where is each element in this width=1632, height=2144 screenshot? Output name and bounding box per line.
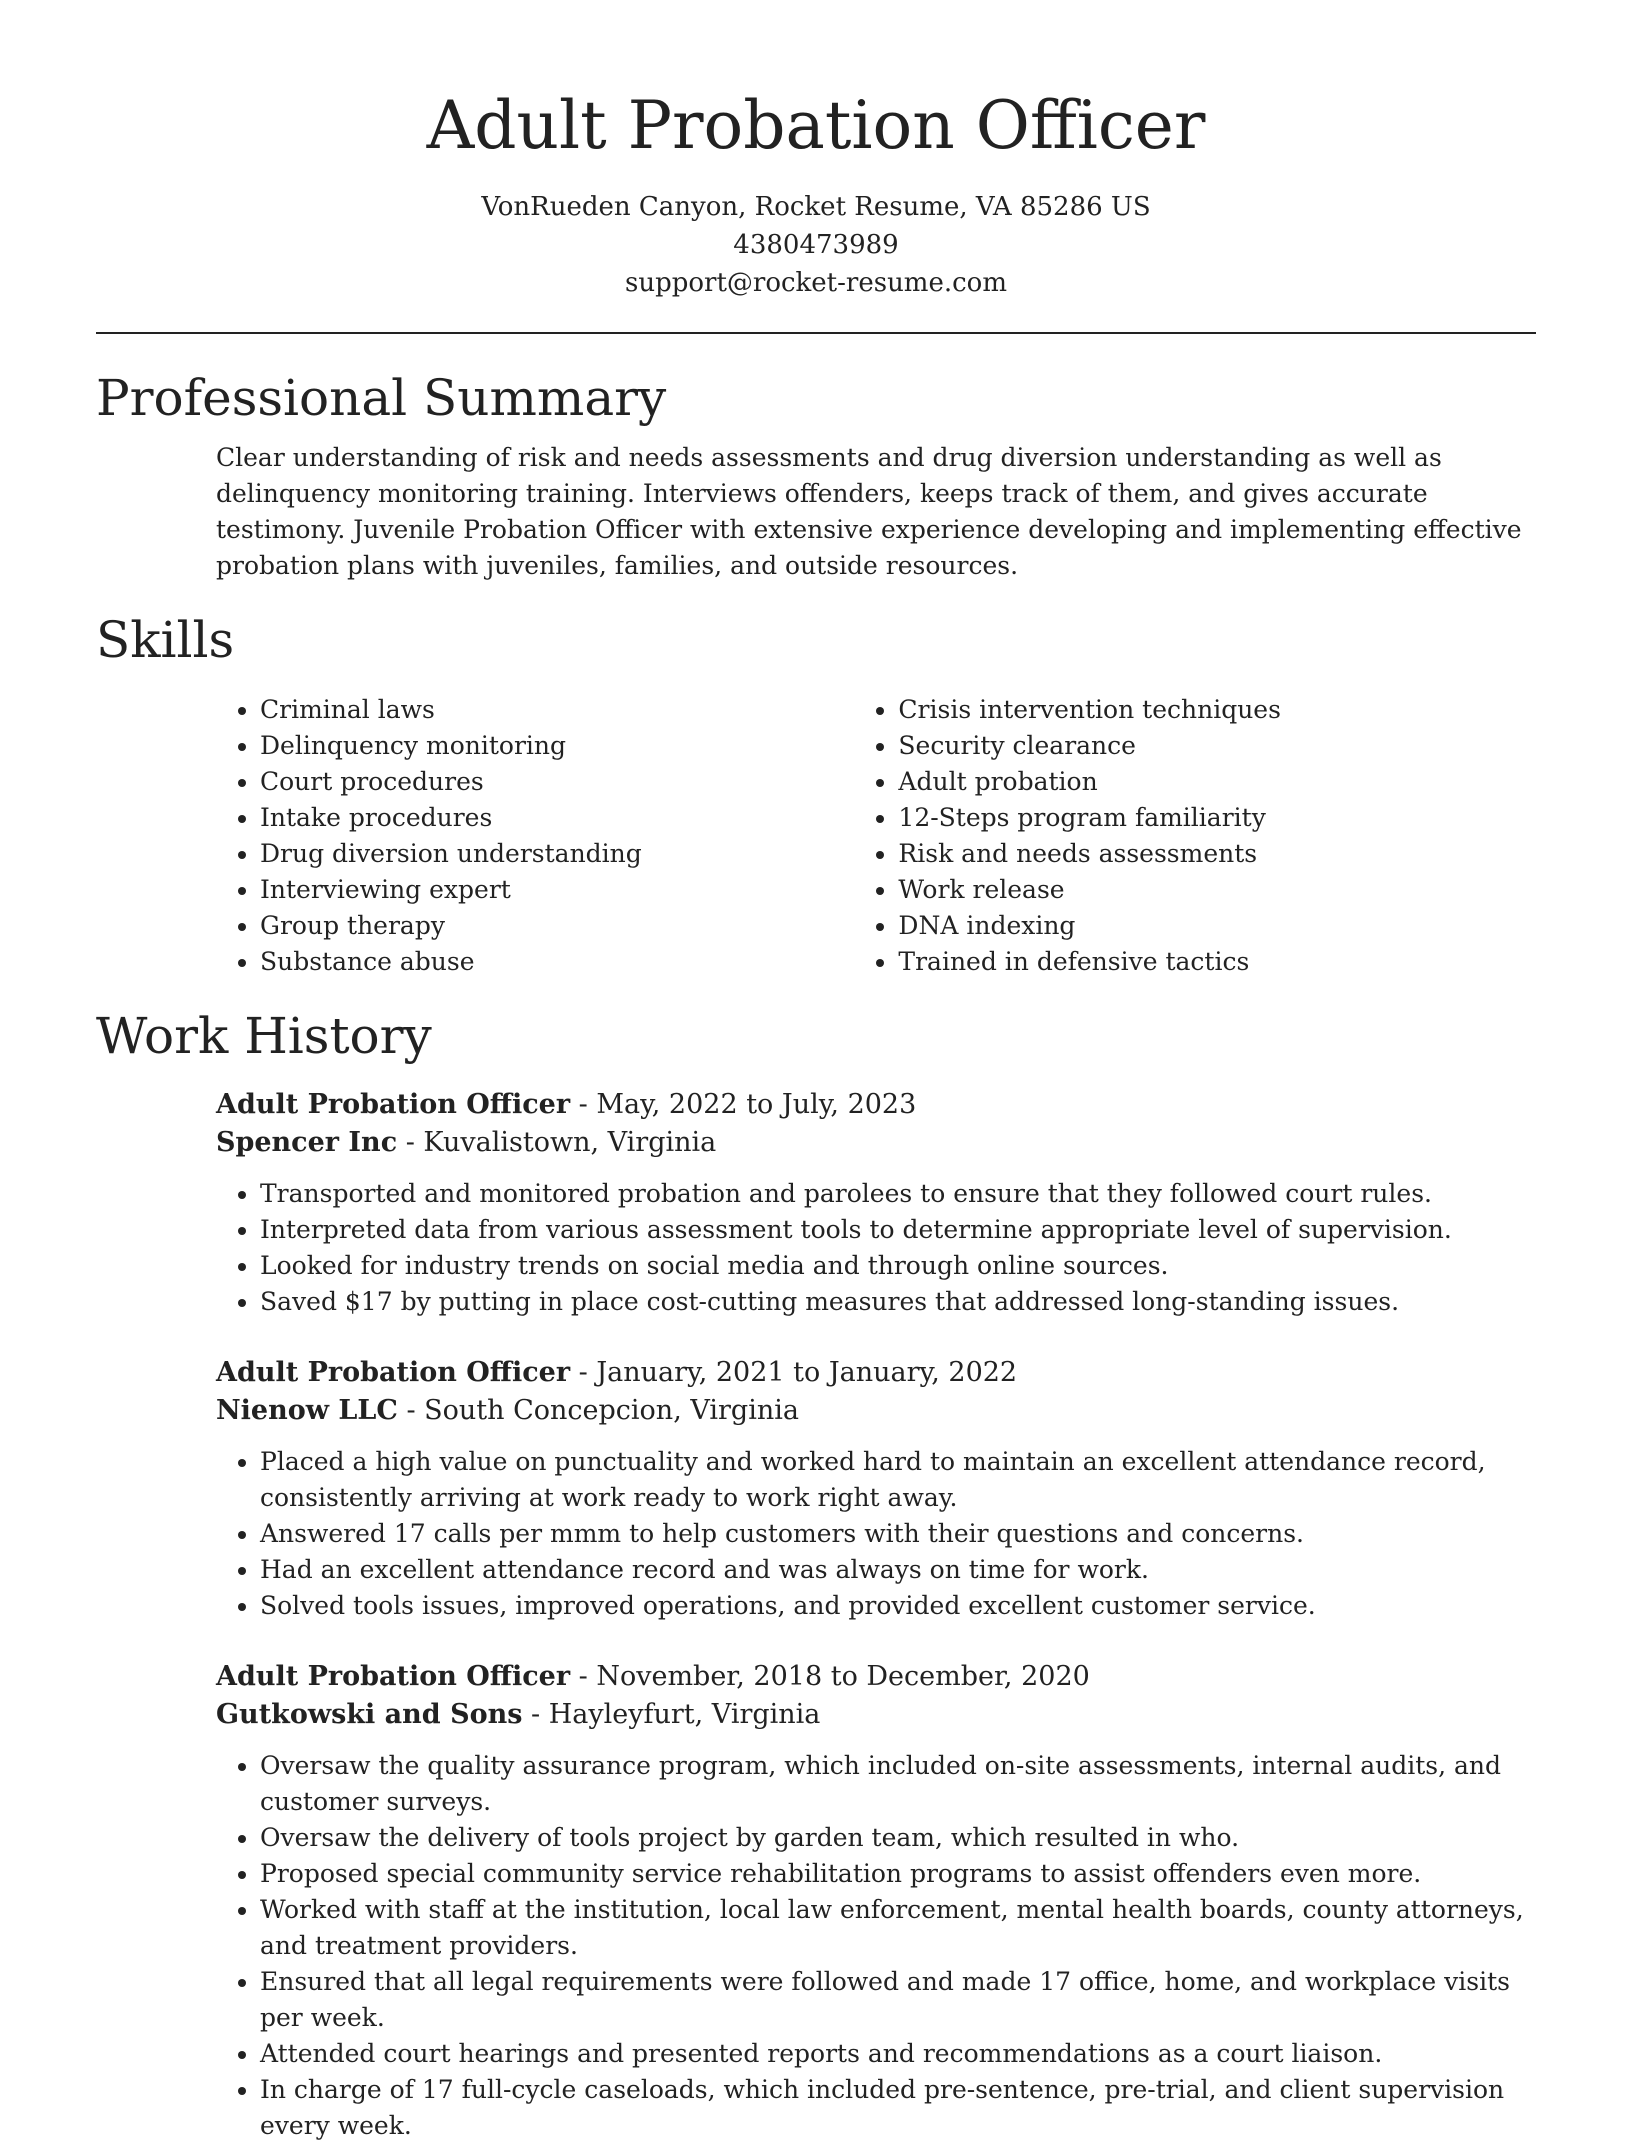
skill-item: • Crisis intervention techniques bbox=[898, 692, 1536, 728]
skill-item: • Trained in defensive tactics bbox=[898, 944, 1536, 980]
job-location: - Hayleyfurt, Virginia bbox=[522, 1699, 821, 1730]
job-bullet: • Saved $17 by putting in place cost-cutting measures that addressed long-standing issues. bbox=[260, 1284, 1536, 1320]
skills-column-1 bbox=[216, 692, 854, 980]
skills-column-2 bbox=[854, 692, 1536, 980]
job-company: Spencer Inc bbox=[216, 1127, 398, 1158]
skill-item: • Adult probation bbox=[898, 764, 1536, 800]
skill-item: • 12-Steps program familiarity bbox=[898, 800, 1536, 836]
job-bullet: • Worked with staff at the institution, local law enforcement, mental health boards, county attorneys, and treatment providers. bbox=[260, 1892, 1536, 1964]
skill-item: • Interviewing expert bbox=[260, 872, 854, 908]
skill-item: • Risk and needs assessments bbox=[898, 836, 1536, 872]
job-role: Adult Probation Officer bbox=[216, 1357, 571, 1388]
skill-item: • Drug diversion understanding bbox=[260, 836, 854, 872]
skill-item: • Substance abuse bbox=[260, 944, 854, 980]
job-bullets bbox=[216, 1176, 1536, 1320]
job-location: - Kuvalistown, Virginia bbox=[397, 1127, 717, 1158]
candidate-name: Adult Probation Officer bbox=[426, 87, 1206, 164]
contact-email: support@rocket-resume.com bbox=[624, 268, 1007, 298]
job-bullet: • Oversaw the delivery of tools project by garden team, which resulted in who. bbox=[260, 1820, 1536, 1856]
job-bullet: • Looked for industry trends on social media and through online sources. bbox=[260, 1248, 1536, 1284]
skill-item: • Security clearance bbox=[898, 728, 1536, 764]
skill-item: • Delinquency monitoring bbox=[260, 728, 854, 764]
job-title-line bbox=[216, 1658, 1536, 1696]
job-bullet: • Attended court hearings and presented reports and recommendations as a court liaison. bbox=[260, 2036, 1536, 2072]
job-dates: - November, 2018 to December, 2020 bbox=[570, 1661, 1090, 1692]
contact-address: VonRueden Canyon, Rocket Resume, VA 85286 US bbox=[481, 192, 1151, 222]
job-company-line bbox=[216, 1696, 1536, 1734]
job-bullet: • Answered 17 calls per mmm to help customers with their questions and concerns. bbox=[260, 1516, 1536, 1552]
skills-list bbox=[216, 692, 1536, 980]
summary-heading: Professional Summary bbox=[96, 369, 667, 427]
job-bullet: • In charge of 17 full-cycle caseloads, which included pre-sentence, pre-trial, and client supervision every week. bbox=[260, 2072, 1536, 2144]
work-history-heading: Work History bbox=[96, 1007, 432, 1065]
job-location: - South Concepcion, Virginia bbox=[397, 1395, 799, 1426]
job-company-line bbox=[216, 1392, 1536, 1430]
skill-item: • Court procedures bbox=[260, 764, 854, 800]
job-entry bbox=[216, 1354, 1536, 1624]
skills-heading: Skills bbox=[96, 611, 235, 669]
job-bullet: • Ensured that all legal requirements were followed and made 17 office, home, and workplace visits per week. bbox=[260, 1964, 1536, 2036]
job-bullets bbox=[216, 1748, 1536, 2144]
skill-item: • Group therapy bbox=[260, 908, 854, 944]
contact-phone: 4380473989 bbox=[733, 230, 899, 260]
job-bullet: • Proposed special community service rehabilitation programs to assist offenders even more. bbox=[260, 1856, 1536, 1892]
job-role: Adult Probation Officer bbox=[216, 1089, 571, 1120]
job-company: Gutkowski and Sons bbox=[216, 1699, 523, 1730]
job-bullet: • Placed a high value on punctuality and worked hard to maintain an excellent attendance record, consistently arriving at work ready to work right away. bbox=[260, 1444, 1536, 1516]
job-dates: - January, 2021 to January, 2022 bbox=[570, 1357, 1018, 1388]
resume-page bbox=[96, 0, 1536, 2144]
contact-block bbox=[96, 188, 1536, 302]
job-bullets bbox=[216, 1444, 1536, 1624]
job-bullet: • Transported and monitored probation and parolees to ensure that they followed court rules. bbox=[260, 1176, 1536, 1212]
skill-item: • Criminal laws bbox=[260, 692, 854, 728]
job-entry bbox=[216, 1086, 1536, 1320]
job-bullet: • Oversaw the quality assurance program, which included on-site assessments, internal audits, and customer surveys. bbox=[260, 1748, 1536, 1820]
skill-item: • Intake procedures bbox=[260, 800, 854, 836]
job-bullet: • Solved tools issues, improved operations, and provided excellent customer service. bbox=[260, 1588, 1536, 1624]
skill-item: • Work release bbox=[898, 872, 1536, 908]
job-bullet: • Had an excellent attendance record and was always on time for work. bbox=[260, 1552, 1536, 1588]
job-bullet: • Interpreted data from various assessment tools to determine appropriate level of supervision. bbox=[260, 1212, 1536, 1248]
job-title-line bbox=[216, 1354, 1536, 1392]
job-dates: - May, 2022 to July, 2023 bbox=[570, 1089, 917, 1120]
job-company: Nienow LLC bbox=[216, 1395, 398, 1426]
job-role: Adult Probation Officer bbox=[216, 1661, 571, 1692]
job-title-line bbox=[216, 1086, 1536, 1124]
job-company-line bbox=[216, 1124, 1536, 1162]
summary-text: Clear understanding of risk and needs assessments and drug diversion understanding as well as delinquency monitoring training. Interviews offenders, keeps track of them, and gives accurate testimony. Juvenile Probation Officer with extensive experience developing and implementing effective probation plans with juveniles, families, and outside resources. bbox=[216, 443, 1522, 580]
skill-item: • DNA indexing bbox=[898, 908, 1536, 944]
header-divider bbox=[96, 332, 1536, 334]
resume-header bbox=[96, 0, 1536, 302]
job-entry bbox=[216, 1658, 1536, 2144]
